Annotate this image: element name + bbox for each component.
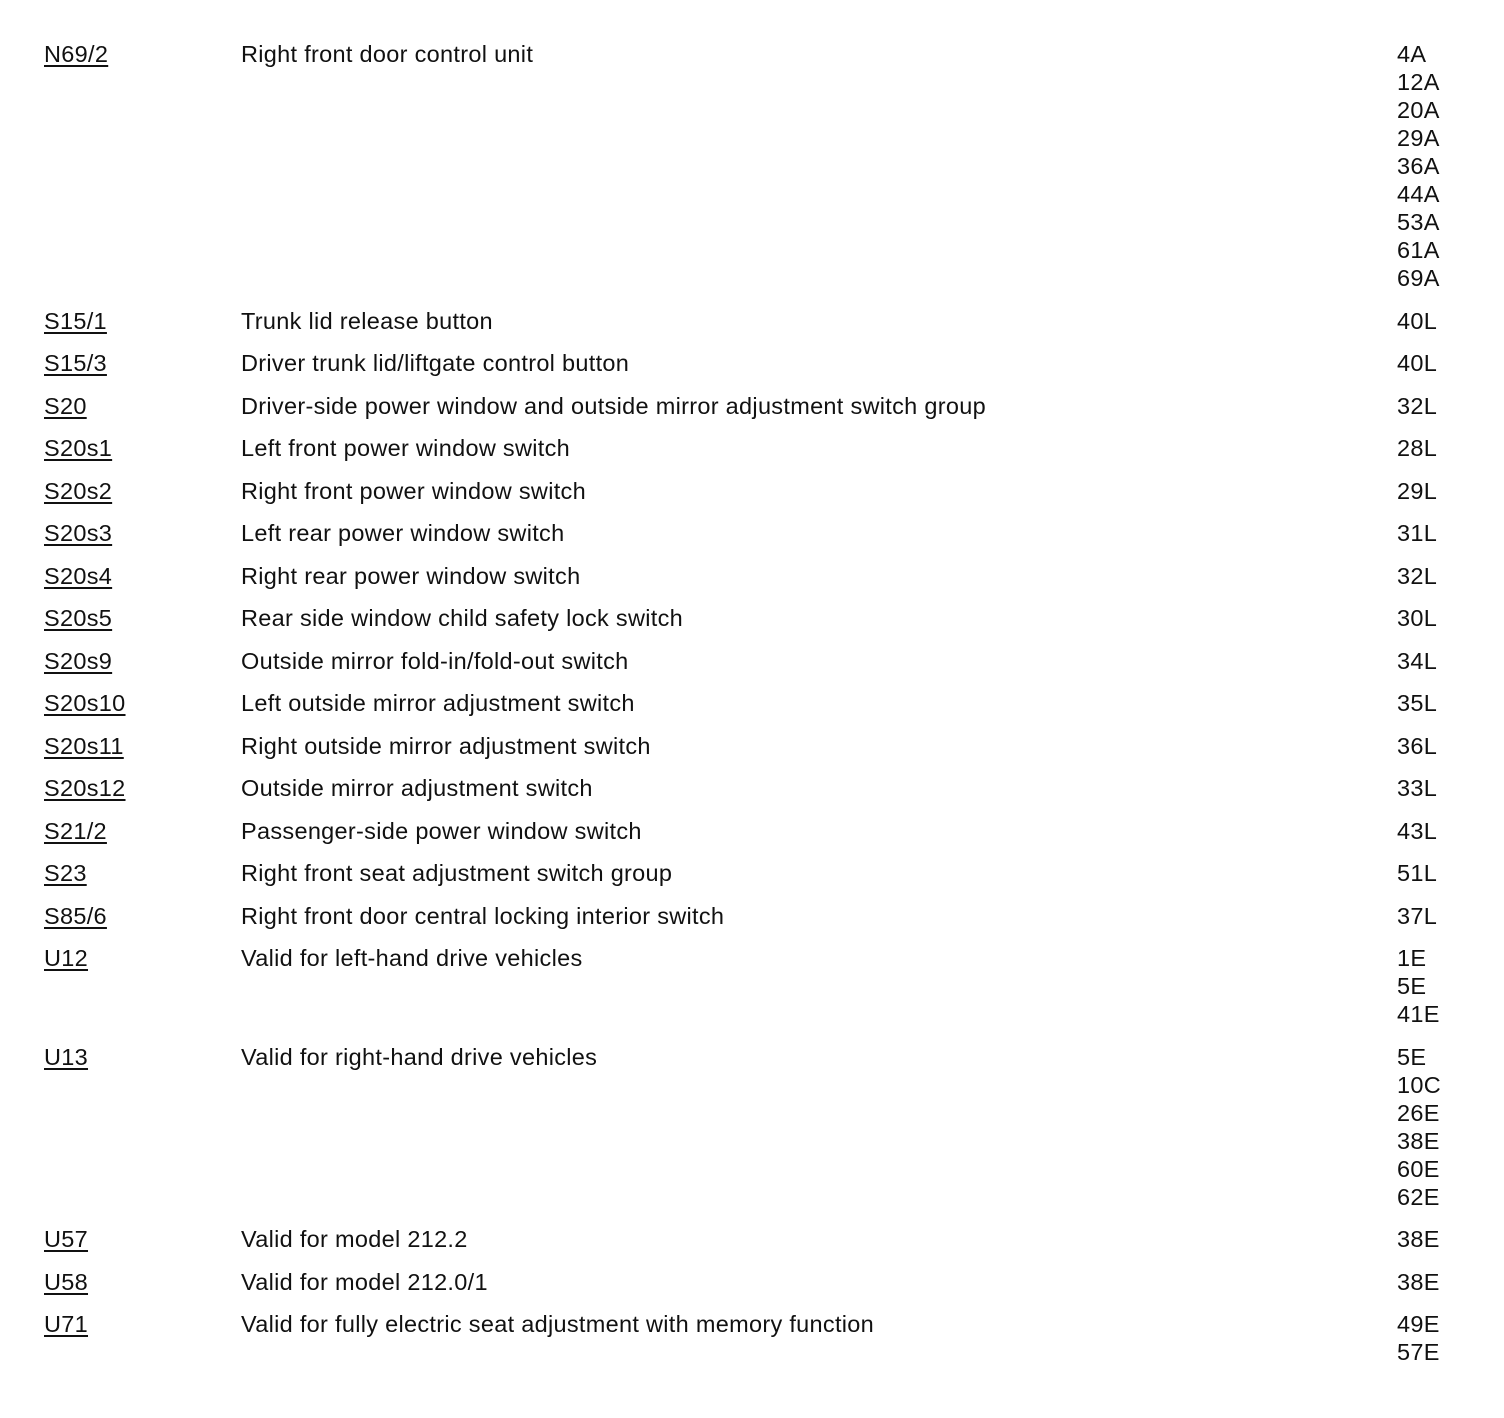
component-description: Outside mirror adjustment switch	[241, 775, 593, 801]
grid-location: 1E	[1397, 945, 1427, 971]
legend-row	[0, 307, 1504, 335]
grid-location: 26E	[1397, 1099, 1440, 1126]
component-description: Left front power window switch	[241, 435, 571, 461]
grid-location: 36A	[1397, 153, 1440, 179]
grid-location: 38E	[1397, 1268, 1440, 1295]
legend-row	[0, 944, 1504, 1028]
grid-location: 49E	[1397, 1311, 1440, 1337]
legend-row	[0, 732, 1504, 760]
grid-location: 43L	[1397, 817, 1438, 844]
legend-row	[0, 40, 1504, 292]
legend-row	[0, 349, 1504, 377]
legend-row	[0, 774, 1504, 802]
component-description: Rear side window child safety lock switch	[241, 605, 684, 631]
component-description: Right front door central locking interior switch	[241, 902, 725, 929]
grid-location-list	[1397, 477, 1437, 505]
grid-location: 40L	[1397, 307, 1438, 334]
grid-location-list	[1397, 1268, 1440, 1296]
component-description: Driver trunk lid/liftgate control button	[241, 350, 630, 376]
component-code-link[interactable]: S20s10	[44, 690, 126, 716]
component-code-link[interactable]: U12	[44, 945, 89, 971]
legend-row	[0, 1310, 1504, 1366]
legend-row	[0, 519, 1504, 547]
grid-location: 38E	[1397, 1226, 1440, 1252]
grid-location: 5E	[1397, 1043, 1427, 1070]
grid-location: 60E	[1397, 1155, 1440, 1182]
grid-location: 41E	[1397, 1001, 1440, 1027]
component-code-link[interactable]: S20s1	[44, 435, 113, 461]
component-code-link[interactable]: U58	[44, 1268, 89, 1295]
legend-row	[0, 859, 1504, 887]
component-code-link[interactable]: S20s5	[44, 605, 113, 631]
grid-location: 57E	[1397, 1339, 1440, 1365]
grid-location: 31L	[1397, 520, 1438, 546]
component-description: Valid for right-hand drive vehicles	[241, 1043, 598, 1070]
component-description: Right front seat adjustment switch group	[241, 860, 673, 886]
grid-location: 40L	[1397, 350, 1438, 376]
grid-location-list	[1397, 944, 1440, 1028]
component-description: Valid for model 212.2	[241, 1226, 468, 1252]
grid-location-list	[1397, 392, 1437, 420]
grid-location-list	[1397, 307, 1437, 335]
component-description: Right front door control unit	[241, 41, 534, 67]
grid-location-list	[1397, 859, 1437, 887]
grid-location: 62E	[1397, 1183, 1440, 1210]
component-code-link[interactable]: U57	[44, 1226, 89, 1252]
grid-location: 32L	[1397, 562, 1438, 589]
grid-location-list	[1397, 562, 1437, 590]
component-code-link[interactable]: S20s9	[44, 647, 113, 674]
component-description: Outside mirror fold-in/fold-out switch	[241, 647, 629, 674]
legend-row	[0, 1268, 1504, 1296]
grid-location: 69A	[1397, 265, 1440, 291]
grid-location-list	[1397, 774, 1437, 802]
component-description: Passenger-side power window switch	[241, 817, 642, 844]
component-code-link[interactable]: S20s3	[44, 520, 113, 546]
grid-location-list	[1397, 604, 1437, 632]
grid-location-list	[1397, 732, 1437, 760]
grid-location: 36L	[1397, 732, 1438, 759]
component-code-link[interactable]: S21/2	[44, 817, 107, 844]
grid-location: 44A	[1397, 181, 1440, 207]
component-description: Left rear power window switch	[241, 520, 565, 546]
grid-location: 20A	[1397, 97, 1440, 123]
grid-location-list	[1397, 902, 1437, 930]
component-description: Valid for left-hand drive vehicles	[241, 945, 583, 971]
component-code-link[interactable]: S20s2	[44, 477, 113, 504]
grid-location-list	[1397, 519, 1437, 547]
grid-location: 37L	[1397, 902, 1438, 929]
component-legend	[0, 40, 1504, 1381]
grid-location: 33L	[1397, 775, 1438, 801]
component-code-link[interactable]: U13	[44, 1043, 89, 1070]
grid-location: 35L	[1397, 690, 1438, 716]
legend-row	[0, 689, 1504, 717]
grid-location-list	[1397, 1225, 1440, 1253]
legend-row	[0, 434, 1504, 462]
component-code-link[interactable]: S15/1	[44, 307, 107, 334]
grid-location: 28L	[1397, 435, 1438, 461]
legend-row	[0, 392, 1504, 420]
component-description: Trunk lid release button	[241, 307, 493, 334]
grid-location-list	[1397, 1043, 1441, 1211]
grid-location: 12A	[1397, 69, 1440, 95]
grid-location-list	[1397, 349, 1437, 377]
grid-location-list	[1397, 1310, 1440, 1366]
grid-location-list	[1397, 689, 1437, 717]
grid-location: 61A	[1397, 237, 1440, 263]
component-code-link[interactable]: S20s4	[44, 562, 113, 589]
component-description: Right front power window switch	[241, 477, 586, 504]
component-code-link[interactable]: S20s12	[44, 775, 126, 801]
component-code-link[interactable]: S15/3	[44, 350, 107, 376]
component-description: Right rear power window switch	[241, 562, 581, 589]
component-code-link[interactable]: U71	[44, 1311, 89, 1337]
component-code-link[interactable]: S85/6	[44, 902, 107, 929]
grid-location: 29L	[1397, 477, 1438, 504]
legend-row	[0, 1225, 1504, 1253]
grid-location: 51L	[1397, 860, 1438, 886]
grid-location-list	[1397, 40, 1440, 292]
grid-location-list	[1397, 647, 1437, 675]
component-description: Valid for model 212.0/1	[241, 1268, 488, 1295]
component-description: Right outside mirror adjustment switch	[241, 732, 651, 759]
legend-row	[0, 604, 1504, 632]
grid-location: 34L	[1397, 647, 1438, 674]
component-code-link[interactable]: S20	[44, 392, 87, 419]
grid-location: 32L	[1397, 392, 1438, 419]
grid-location-list	[1397, 434, 1437, 462]
grid-location: 30L	[1397, 605, 1438, 631]
grid-location: 4A	[1397, 41, 1427, 67]
legend-row	[0, 1043, 1504, 1211]
component-description: Valid for fully electric seat adjustment with memory function	[241, 1311, 875, 1337]
grid-location-list	[1397, 817, 1437, 845]
legend-row	[0, 817, 1504, 845]
component-code-link[interactable]: S23	[44, 860, 87, 886]
grid-location: 10C	[1397, 1071, 1442, 1098]
grid-location: 53A	[1397, 209, 1440, 235]
component-description: Driver-side power window and outside mirror adjustment switch group	[241, 392, 986, 419]
grid-location: 38E	[1397, 1127, 1440, 1154]
component-code-link[interactable]: S20s11	[44, 732, 124, 759]
component-description: Left outside mirror adjustment switch	[241, 690, 635, 716]
legend-row	[0, 477, 1504, 505]
component-code-link[interactable]: N69/2	[44, 41, 109, 67]
grid-location: 5E	[1397, 973, 1427, 999]
grid-location: 29A	[1397, 125, 1440, 151]
legend-row	[0, 647, 1504, 675]
legend-row	[0, 562, 1504, 590]
legend-row	[0, 902, 1504, 930]
